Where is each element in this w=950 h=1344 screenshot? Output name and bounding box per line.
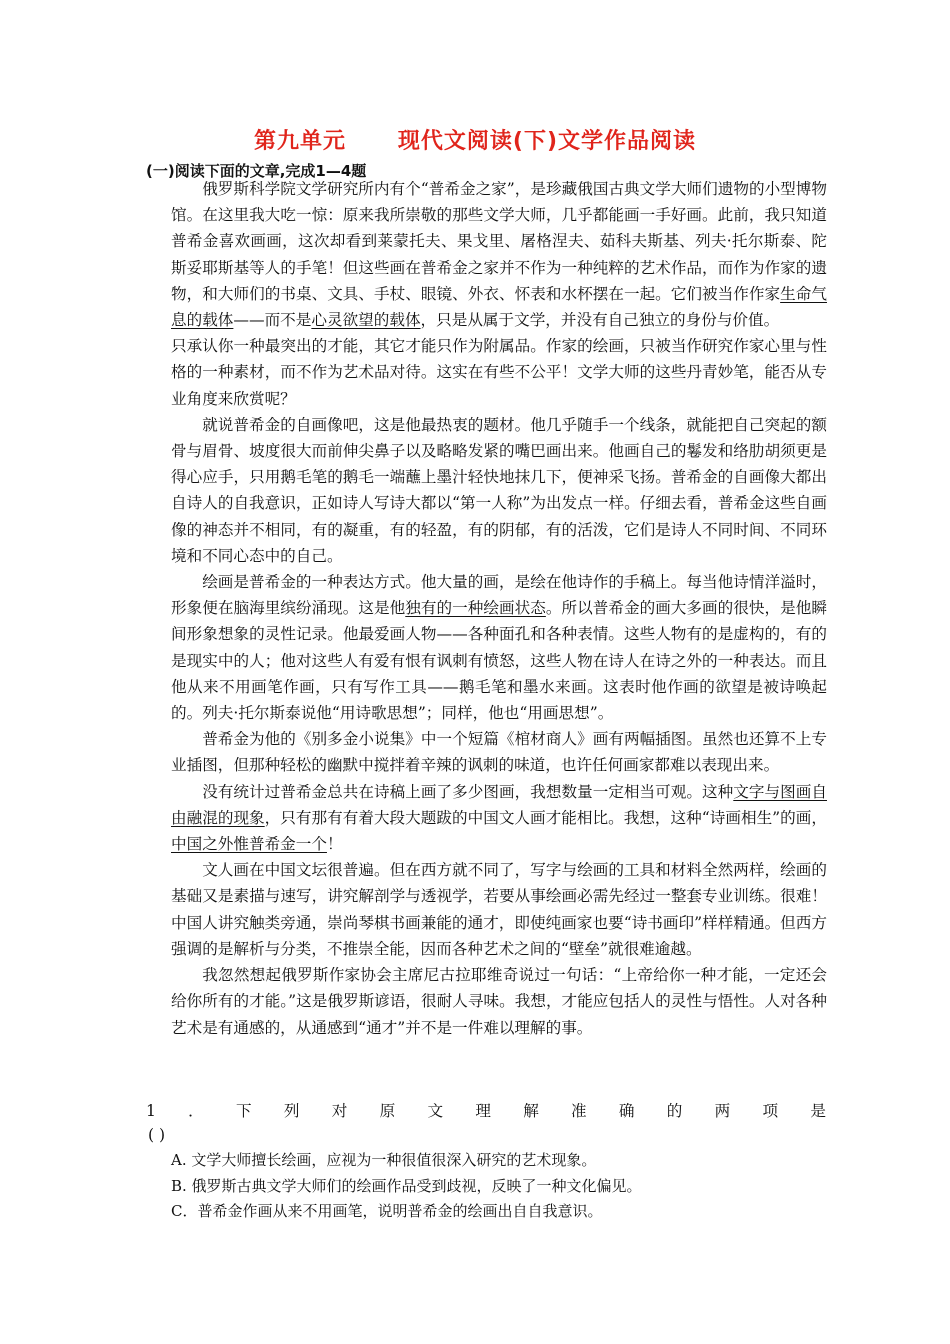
answer-blank: ( ) bbox=[148, 1126, 166, 1144]
question-stem-char: 对 bbox=[331, 1102, 348, 1120]
answer-option: C．普希金作画从来不用画笔，说明普希金的绘画出自自我意识。 bbox=[171, 1202, 603, 1221]
paragraph bbox=[171, 726, 827, 778]
paragraph-text: ！ bbox=[326, 835, 343, 854]
paragraph bbox=[171, 176, 827, 333]
question-stem-char: 解 bbox=[523, 1102, 539, 1120]
paragraph-text: 文人画在中国文坛很普遍。但在西方就不同了，写字与绘画的工具和材料全然两样，绘画的基础又是素描与速写，讲究解剖学与透视学，若要从事绘画必需先经过一整套专业训练。很难！中国人讲究触类旁通，崇尚琴棋书画兼能的通才，即使纯画家也要“诗书画印”样样精通。但西方强调的是解析与分类，不推崇全能，因而各种艺术之间的“壁垒”就很难逾越。 bbox=[171, 861, 827, 958]
paragraph-text: 只承认你一种最突出的才能，其它才能只作为附属品。作家的绘画，只被当作研究作家心里与性格的一种素材，而不作为艺术品对待。这实在有些不公平！文学大师的这些丹青妙笔，能否从专业角度来欣赏呢？ bbox=[171, 337, 827, 408]
question-1 bbox=[146, 1098, 826, 1150]
question-stem-char: 文 bbox=[427, 1102, 444, 1120]
question-stem-char: 确 bbox=[618, 1102, 635, 1120]
question-stem-char: 项 bbox=[762, 1102, 779, 1120]
paragraph bbox=[171, 412, 827, 569]
answer-option: A. 文学大师擅长绘画，应视为一种很值很深入研究的艺术现象。 bbox=[171, 1151, 597, 1169]
question-stem-char: 是 bbox=[810, 1102, 826, 1120]
question-stem-char: 下 bbox=[236, 1102, 252, 1120]
paragraph bbox=[171, 333, 827, 412]
underlined-phrase: 独有的一种绘画状态 bbox=[405, 599, 546, 618]
underlined-phrase: 心灵欲望的载体 bbox=[311, 311, 421, 330]
paragraph bbox=[171, 779, 827, 858]
question-stem-char: 原 bbox=[379, 1102, 396, 1120]
question-stem-char: 列 bbox=[283, 1102, 300, 1120]
paragraph-text: 俄罗斯科学院文学研究所内有个“普希金之家”，是珍藏俄国古典文学大师们遗物的小型博物馆。在这里我大吃一惊：原来我所崇敬的那些文学大师，几乎都能画一手好画。此前，我只知道普希金喜欢画画，这次却看到莱蒙托夫、果戈里、屠格涅夫、茹科夫斯基、列夫·托尔斯泰、陀斯妥耶斯基等人的手笔！但这些画在普希金之家并不作为一种纯粹的艺术作品，而作为作家的遗物，和大师们的书桌、文具、手杖、眼镜、外衣、怀表和水杯摆在一起。它们被当作作家 bbox=[171, 180, 827, 303]
question-stem-char: 1 bbox=[146, 1102, 156, 1120]
paragraph-text: 绘画是普希金的一种表达方式。他大量的画，是绘在他诗作的手稿上。每当他诗情洋溢时，形象便在脑海里缤纷涌现。这是他 bbox=[171, 573, 827, 618]
question-stem-char: 准 bbox=[571, 1102, 587, 1120]
question-stem bbox=[146, 1098, 826, 1124]
paragraph-text: ——而不是 bbox=[233, 311, 312, 330]
underlined-phrase: 文字与图画自由融混的现象 bbox=[171, 782, 827, 827]
paragraph-text: 我忽然想起俄罗斯作家协会主席尼古拉耶维奇说过一句话：“上帝给你一种才能，一定还会给你所有的才能。”这是俄罗斯谚语，很耐人寻味。我想，才能应包括人的灵性与悟性。人对各种艺术是有通感的，从通感到“通才”并不是一件难以理解的事。 bbox=[171, 966, 827, 1037]
question-stem-char: 的 bbox=[666, 1102, 683, 1120]
page-title: 第九单元 现代文阅读(下)文学作品阅读 bbox=[253, 129, 697, 154]
question-stem-char: ． bbox=[188, 1102, 204, 1120]
paragraph-text: 。所以普希金的画大多画的很快，是他瞬间形象想象的灵性记录。他最爱画人物——各种面孔和各种表情。这些人物有的是虚构的，有的是现实中的人；他对这些人有爱有恨有讽刺有愤怒，这些人物在诗人在诗之外的一种表达。而且他从来不用画笔作画，只有写作工具——鹅毛笔和墨水来画。这表时他作画的欲望是被诗唤起的。列夫·托尔斯泰说他“用诗歌思想”；同样，他也“用画思想”。 bbox=[171, 599, 827, 723]
paragraph-text: 就说普希金的自画像吧，这是他最热衷的题材。他几乎随手一个线条，就能把自己突起的额骨与眉骨、坡度很大而前伸尖鼻子以及略略发紧的嘴巴画出来。他画自己的鬈发和络肋胡须更是得心应手，只用鹅毛笔的鹅毛一端蘸上墨汁轻快地抹几下，便神采飞扬。普希金的自画像大都出自诗人的自我意识，正如诗人写诗大都以“第一人称”为出发点一样。仔细去看，普希金这些自画像的神态并不相同，有的凝重，有的轻盈，有的阴郁，有的活泼，它们是诗人不同时间、不同环境和不同心态中的自己。 bbox=[171, 415, 827, 565]
question-stem-char: 理 bbox=[475, 1102, 491, 1120]
section-heading: (一)阅读下面的文章,完成1—4题 bbox=[146, 162, 367, 180]
paragraph-text: 普希金为他的《别多金小说集》中一个短篇《棺材商人》画有两幅插图。虽然也还算不上专业插图，但那种轻松的幽默中搅拌着辛辣的讽刺的味道，也许任何画家都难以表现出来。 bbox=[171, 730, 827, 775]
paragraph-text: 没有统计过普希金总共在诗稿上画了多少图画，我想数量一定相当可观。这种 bbox=[202, 782, 734, 801]
question-stem-char: 两 bbox=[714, 1102, 731, 1120]
answer-option: B. 俄罗斯古典文学大师们的绘画作品受到歧视，反映了一种文化偏见。 bbox=[171, 1176, 642, 1195]
underlined-phrase: 生命气息的载体 bbox=[171, 284, 827, 330]
article-body bbox=[171, 176, 827, 1041]
answer-options bbox=[171, 1148, 827, 1225]
paragraph-text: ，只有那有有着大段大题跋的中国文人画才能相比。我想，这种“诗画相生”的画， bbox=[264, 808, 827, 827]
paragraph-text: ，只是从属于文学，并没有自己独立的身份与价值。 bbox=[420, 311, 780, 330]
paragraph bbox=[171, 569, 827, 726]
paragraph bbox=[171, 857, 827, 962]
underlined-phrase: 中国之外惟普希金一个 bbox=[171, 835, 327, 854]
paragraph bbox=[171, 962, 827, 1041]
